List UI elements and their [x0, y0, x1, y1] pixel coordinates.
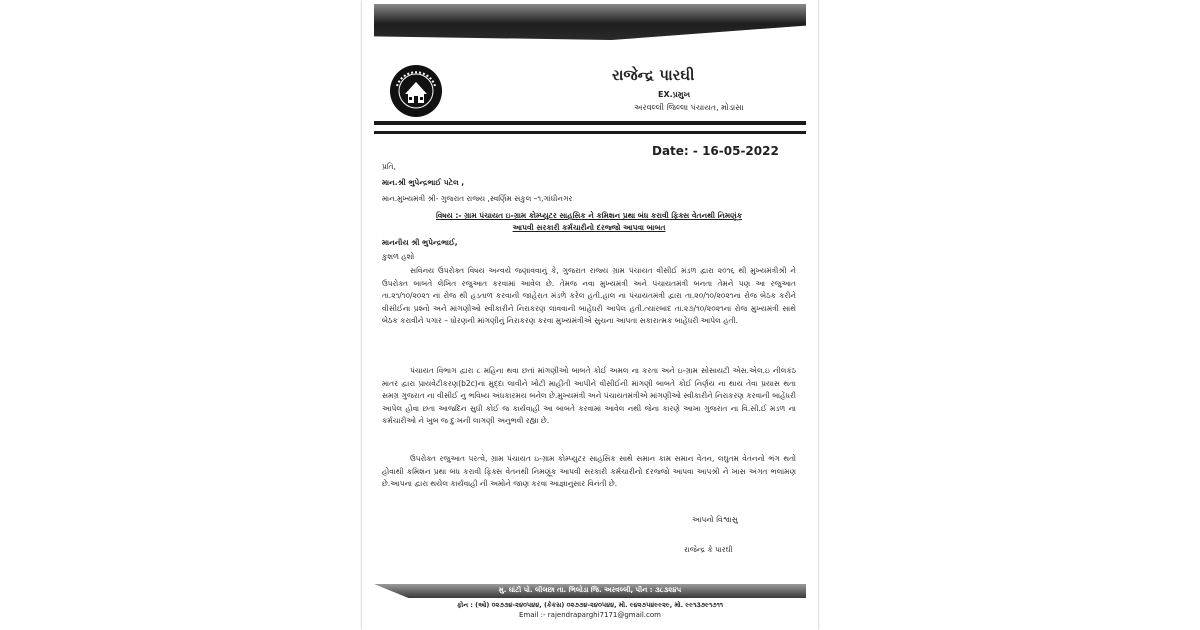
- signature-name: રાજેન્દ્ર કે પારઘી: [684, 545, 733, 554]
- header-banner: [374, 4, 806, 40]
- letter-page: [362, 0, 818, 630]
- footer-address: મુ. ઘાંટી પો. લીલછા તા. ભિલોડા જિ. અરવલ્લી, પીન : ૩૮૩૨૪૫: [498, 586, 682, 594]
- body-paragraph-1: સવિનય ઉપરોક્ત વિષય અન્વયે જણાવવાનું કે, ગુજરાત રાજ્ય ગ્રામ પંચાયત વીસીઈ મંડળ દ્વારા ૨૦૧૬ થી મુખ્યમંત્રીશ્રી ને ઉપરોક્ત બાબતે લેખિત રજુઆત કરવામાં આવેલ છે. તેમજ નવા મુખ્યમંત્રી અને પંચાયતમંત્રી બનતા તેમને પણ આ રજુઆત તા.૨૧/૧૦/૨૦૨૧ ના રોજ થી હડતાળ કરવાની જાહેરાત મંડળે કરેલ હતી.હાલ ના પંચાયતમંત્રી દ્વારા તા.૨૦/૧૦/૨૦૨૧ના રોજ બેઠક કરીને વીસીઈના પ્રશ્નો અને માંગણીઓ સ્વીકારીને નિરાકરણ લાવવાની બાહેંધરી આપેલ હતી.ત્યારબાદ તા.૨૭/૧૦/૨૦૨૧ના રોજ મુખ્યમંત્રી સાથે બેઠક કરાવીને પગાર – ધોરણની માંગણીનું નિરાકરણ કરવા મુખ્યમંત્રીએ સુચના આપતા સકારાત્મક બાહેંધરી આપેલ હતી.: [382, 266, 796, 326]
- greeting: કુશળ હશો: [382, 252, 415, 261]
- sender-organization: અરવલ્લી જિલ્લા પંચાયત, મોડાસા: [634, 103, 744, 112]
- letter-date: Date: - 16-05-2022: [652, 144, 779, 158]
- recipient-prati: પ્રતિ,: [382, 162, 396, 171]
- footer-phones: ફોન : (ઓ) ૦૨૭૭૪-૨૪૦૫૪૪, (કેકસ) ૦૨૭૭૪-૨૪૦૫૪૪, મો. ૯૪૨૭૫૪૯૯૨૯, મો. ૯૯૧૩૭૯૧૭૧૧: [456, 601, 724, 609]
- subject-line-1: વિષય :- ગ્રામ પંચાયત ઇ-ગ્રામ કોમ્પ્યુટર સાહસિક ને કમિશન પ્રથા બંધ કરાવી ફિક્સ વેતનથી નિમણૂંક: [436, 211, 742, 220]
- header-divider-thick: [374, 121, 806, 125]
- footer-email: Email :- rajendraparghi7171@gmail.com: [519, 611, 661, 619]
- letter-subject: [374, 210, 804, 234]
- recipient-office: માન.મુખ્યમંત્રી શ્રી- ગુજરાત રાજ્ય ,સ્વર્ણિમ સંકુલ –૧,ગાંધીનગર: [382, 194, 573, 203]
- recipient-name: માન.શ્રી ભુપેન્દ્રભાઈ પટેલ ,: [382, 178, 465, 187]
- sender-name: રાજેન્દ્ર પારઘી: [612, 66, 695, 84]
- sender-post: EX.પ્રમુખ: [658, 90, 691, 99]
- body-paragraph-3: ઉપરોક્ત રજુઆત પરત્વે, ગ્રામ પંચાયત ઇ-ગ્રામ કોમ્પ્યુટર સાહસિક સાથે સમાન કામ સમાન વેતન, લઘુતમ વેતનનો ભંગ થતો હોવાથી કમિશન પ્રથા બંધ કરાવી ફિક્સ વેતનથી નિમણૂંક આપવી સરકારી કર્મચારીનો દરજ્જો આપવા આપશ્રી ને ખાસ અંગત ભલામણ છે.આપના દ્વારા થયેલ કાર્યવાહી ની અમોને જાણ કરવા આજ્ઞાનુસાર વિનંતી છે.: [382, 454, 796, 489]
- header-divider-thin: [374, 131, 806, 134]
- subject-line-2: આપવી સરકારી કર્મચારીનો દરજ્જો આપવા બાબત: [512, 223, 666, 232]
- closing-phrase: આપનો વિશ્વાસુ: [692, 515, 738, 524]
- salutation: માનનીય શ્રી ભુપેન્દ્રભાઈ,: [382, 238, 458, 247]
- district-panchayat-seal-icon: [389, 64, 443, 118]
- body-paragraph-2: પંચાયત વિભાગ દ્વારા ૮ મહિના થવા છતાં માંગણીઓ બાબતે કોઈ અમલ ના કરતા અને ઇ-ગ્રામ સોસાયટી એસ.એલ.ઇ નીલકંઠ માતર દ્વારા પ્રાયવેટીકરણ(b2c)ના મુદ્દા લાવીને ખોટી માહીતી આપીને વીસીઈની માંગણી બાબતે કોઈ નિર્ણય ના થાય તેવા પ્રયાસ થતા સમગ્ર ગુજરાત ના વીસીઈ નુ ભવિષ્ય અંધકારમય બનેલ છે.મુખ્યમંત્રી અને પંચાયતમંત્રીએ માંગણીઓ સ્વીકારીને નિરાકરણ કરવાની બાહેંધરી આપેલ હોવા છતા આજદિન સુધી કોઈ જ કાર્યવાહી આ બાબતે કરવામાં આવેલ નથી જેના કારણે આખા ગુજરાત ના વિ.સી.ઈ મંડળ ના કર્મચારીઓ ને ખુબ જ દુઃખની લાગણી અનુભવી રહ્યા છે.: [382, 366, 796, 426]
